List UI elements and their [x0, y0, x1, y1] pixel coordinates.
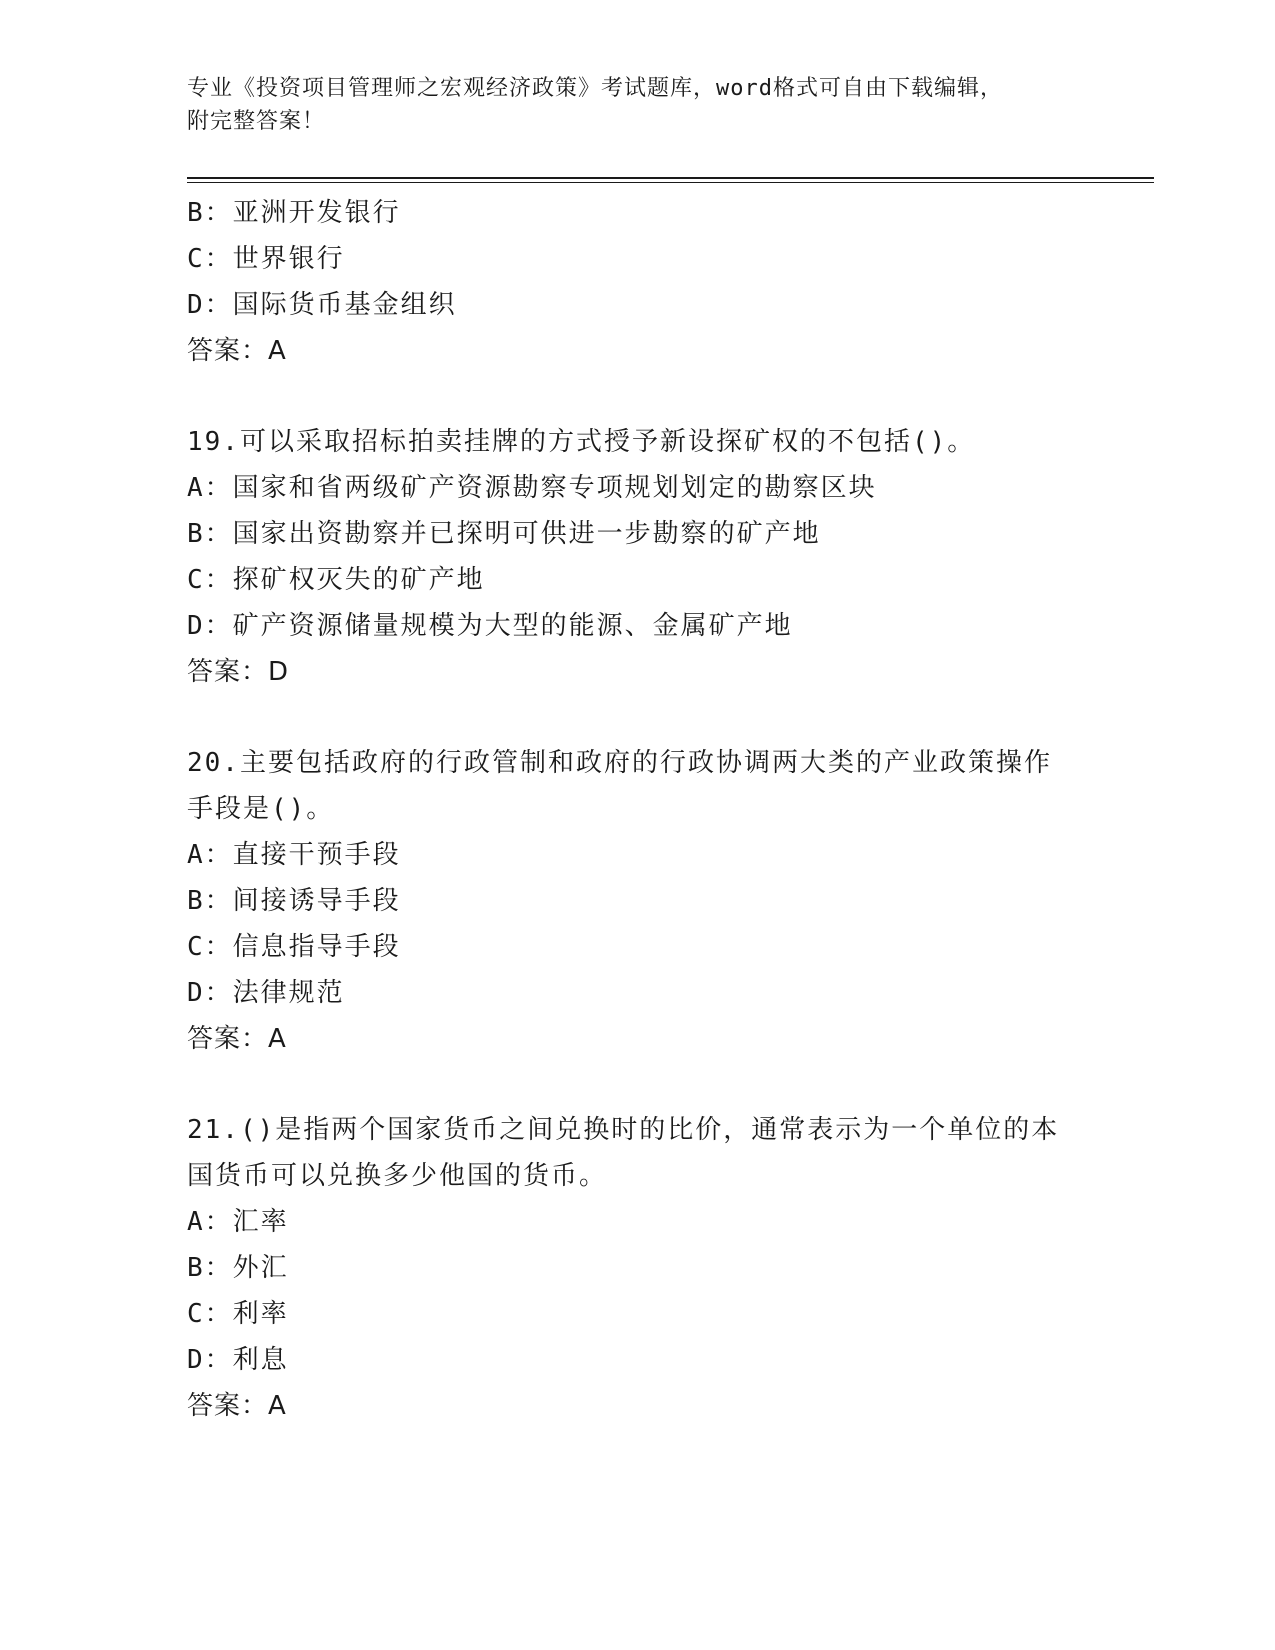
option-c: C：探矿权灭失的矿产地 [187, 565, 485, 595]
option-c: C：信息指导手段 [187, 932, 401, 962]
option-a: A：国家和省两级矿产资源勘察专项规划划定的勘察区块 [187, 473, 877, 503]
option-c: C：利率 [187, 1299, 289, 1329]
option-b: B：外汇 [187, 1253, 289, 1283]
option-c: C：世界银行 [187, 244, 345, 274]
option-d: D：法律规范 [187, 978, 345, 1008]
header-divider-thin [187, 182, 1154, 183]
answer-line: 答案：A [187, 1391, 287, 1421]
header-line-1: 专业《投资项目管理师之宏观经济政策》考试题库，word格式可自由下载编辑， [187, 76, 1003, 101]
answer-line: 答案：D [187, 657, 290, 687]
option-a: A：汇率 [187, 1207, 289, 1237]
question-stem-line: 21.()是指两个国家货币之间兑换时的比价，通常表示为一个单位的本 [187, 1115, 1060, 1145]
spacer [187, 374, 1087, 419]
header-line-2: 附完整答案！ [187, 109, 326, 134]
question-list [187, 190, 1087, 1429]
question-stem-line: 国货币可以兑换多少他国的货币。 [187, 1161, 608, 1191]
option-b: B：亚洲开发银行 [187, 198, 401, 228]
option-d: D：矿产资源储量规模为大型的能源、金属矿产地 [187, 611, 793, 641]
spacer [187, 695, 1087, 740]
option-d: D：利息 [187, 1345, 289, 1375]
header-divider-thick [187, 177, 1154, 179]
answer-line: 答案：A [187, 1024, 287, 1054]
question-block-19 [187, 419, 1087, 695]
spacer [187, 1062, 1087, 1107]
option-d: D：国际货币基金组织 [187, 290, 457, 320]
question-block-20 [187, 740, 1087, 1062]
option-b: B：国家出资勘察并已探明可供进一步勘察的矿产地 [187, 519, 821, 549]
question-stem-line: 20.主要包括政府的行政管制和政府的行政协调两大类的产业政策操作 [187, 748, 1052, 778]
option-b: B：间接诱导手段 [187, 886, 401, 916]
document-header [187, 72, 1087, 138]
question-block-18 [187, 190, 1087, 374]
question-block-21 [187, 1107, 1087, 1429]
question-stem-line: 手段是()。 [187, 794, 335, 824]
answer-line: 答案：A [187, 336, 287, 366]
option-a: A：直接干预手段 [187, 840, 401, 870]
question-stem-line: 19.可以采取招标拍卖挂牌的方式授予新设探矿权的不包括()。 [187, 427, 976, 457]
